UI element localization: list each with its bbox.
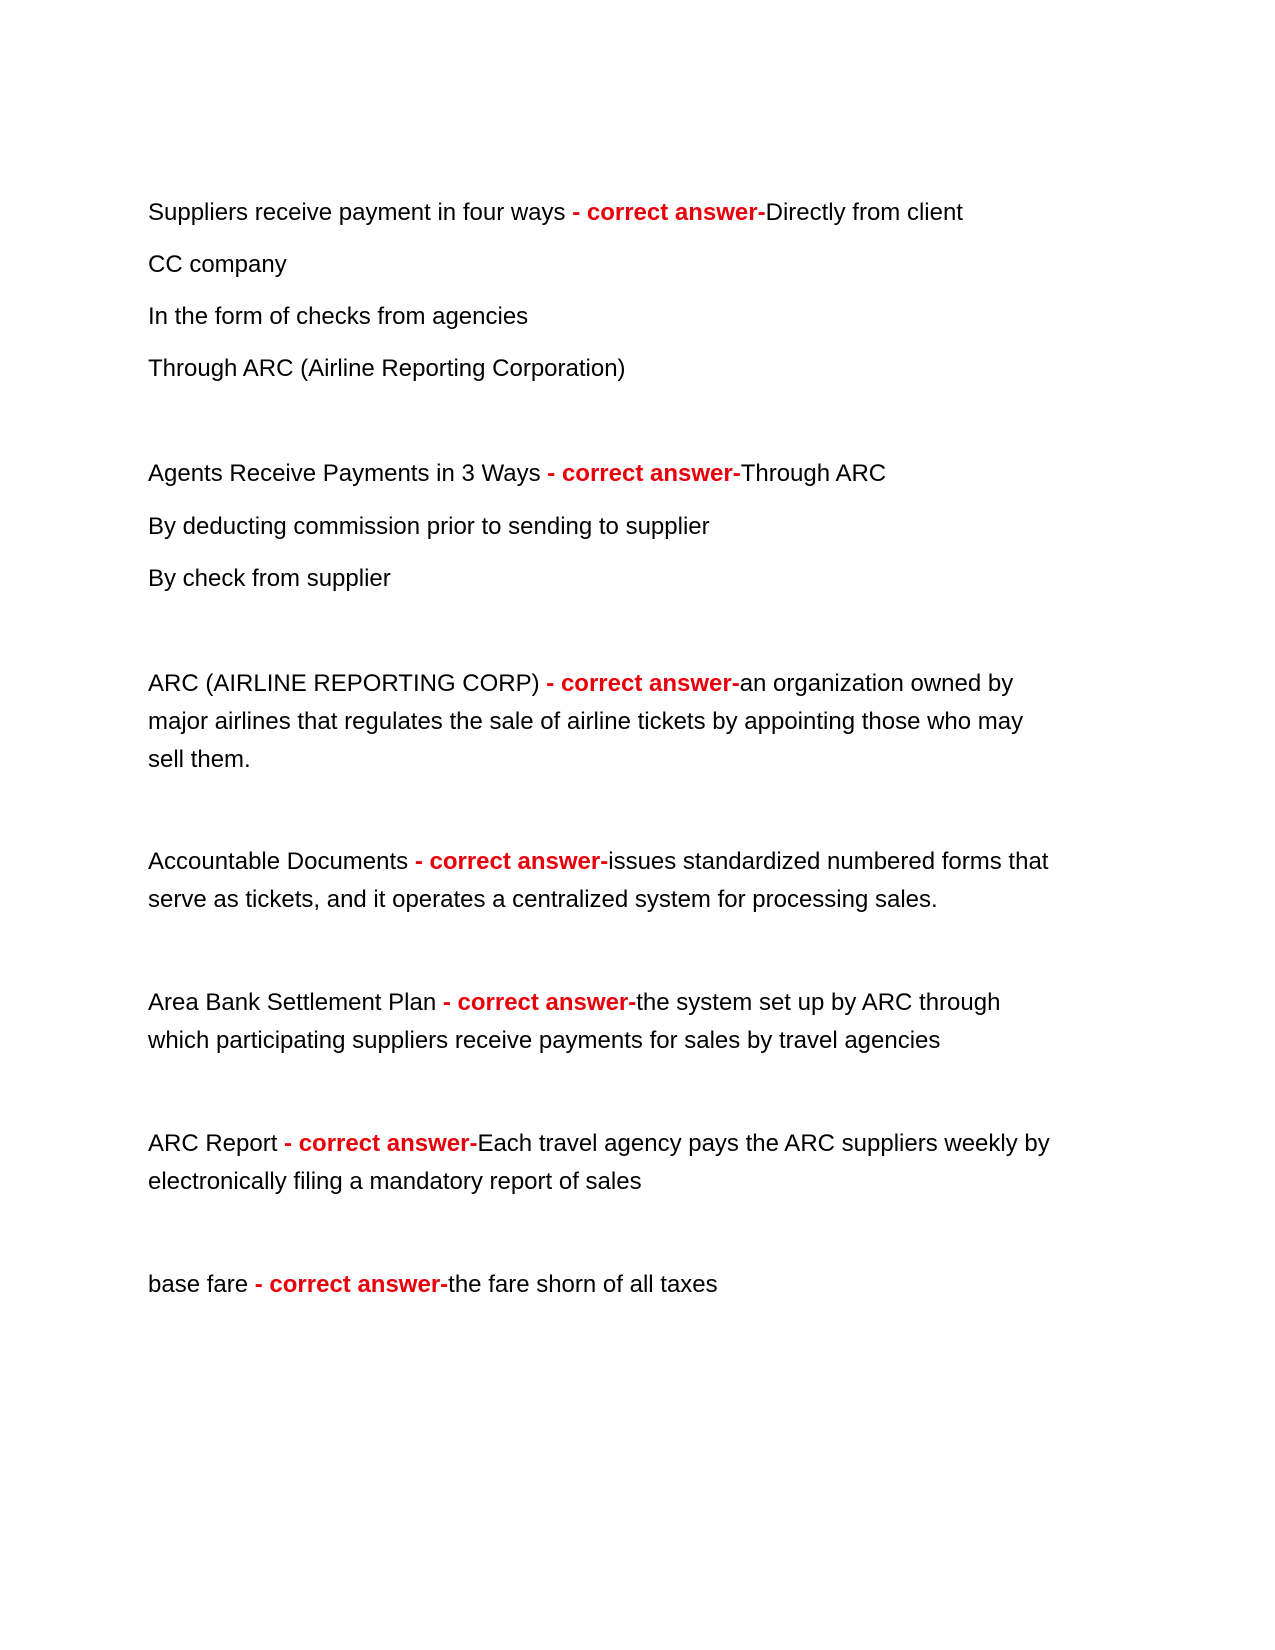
correct-answer-marker: - correct answer- <box>547 460 741 487</box>
entry-term: ARC Report <box>148 1130 278 1157</box>
correct-answer-marker: - correct answer- <box>254 1271 449 1298</box>
entry-term: Area Bank Settlement Plan <box>148 989 437 1016</box>
entry-answer: an organization owned by major airlines that regulates the sale of airline tickets by appointing those who may sell them. <box>148 670 1024 773</box>
entry-answer: issues standardized numbered forms that serve as tickets, and it operates a centralized system for processing sales. <box>148 848 1049 913</box>
entry-2-extra-line: By deducting commission prior to sending to supplier <box>148 513 710 540</box>
entry-term: Accountable Documents <box>148 848 409 875</box>
document-page <box>148 0 1128 1650</box>
entry-answer: Through ARC <box>740 460 887 487</box>
entry-answer: the fare shorn of all taxes <box>448 1271 718 1298</box>
entry-answer: Directly from client <box>765 199 963 226</box>
entry-4 <box>148 843 1058 919</box>
entry-6 <box>148 1125 1088 1201</box>
correct-answer-marker: - correct answer- <box>546 670 740 697</box>
entry-1-extra-line: CC company <box>148 251 287 278</box>
entry-answer: Each travel agency pays the ARC suppliers weekly by electronically filing a mandatory report of sales <box>148 1130 1050 1195</box>
entry-term: ARC (AIRLINE REPORTING CORP) <box>148 670 540 697</box>
correct-answer-marker: - correct answer- <box>414 848 609 875</box>
correct-answer-marker: - correct answer- <box>442 989 637 1016</box>
entry-term: Agents Receive Payments in 3 Ways <box>148 460 541 487</box>
entry-term: Suppliers receive payment in four ways <box>148 199 566 226</box>
entry-3 <box>148 665 1048 779</box>
entry-7-line <box>148 1266 718 1304</box>
correct-answer-marker: - correct answer- <box>284 1130 478 1157</box>
entry-answer: the system set up by ARC through which participating suppliers receive payments for sales by travel agencies <box>148 989 1001 1054</box>
entry-2-extra-line: By check from supplier <box>148 565 391 592</box>
correct-answer-marker: - correct answer- <box>572 199 766 226</box>
entry-1-extra-line: Through ARC (Airline Reporting Corporation) <box>148 355 626 382</box>
entry-5 <box>148 984 1048 1060</box>
entry-2-line <box>148 455 886 493</box>
entry-term: base fare <box>148 1271 249 1298</box>
entry-1-line <box>148 194 963 232</box>
entry-1-extra-line: In the form of checks from agencies <box>148 303 529 330</box>
